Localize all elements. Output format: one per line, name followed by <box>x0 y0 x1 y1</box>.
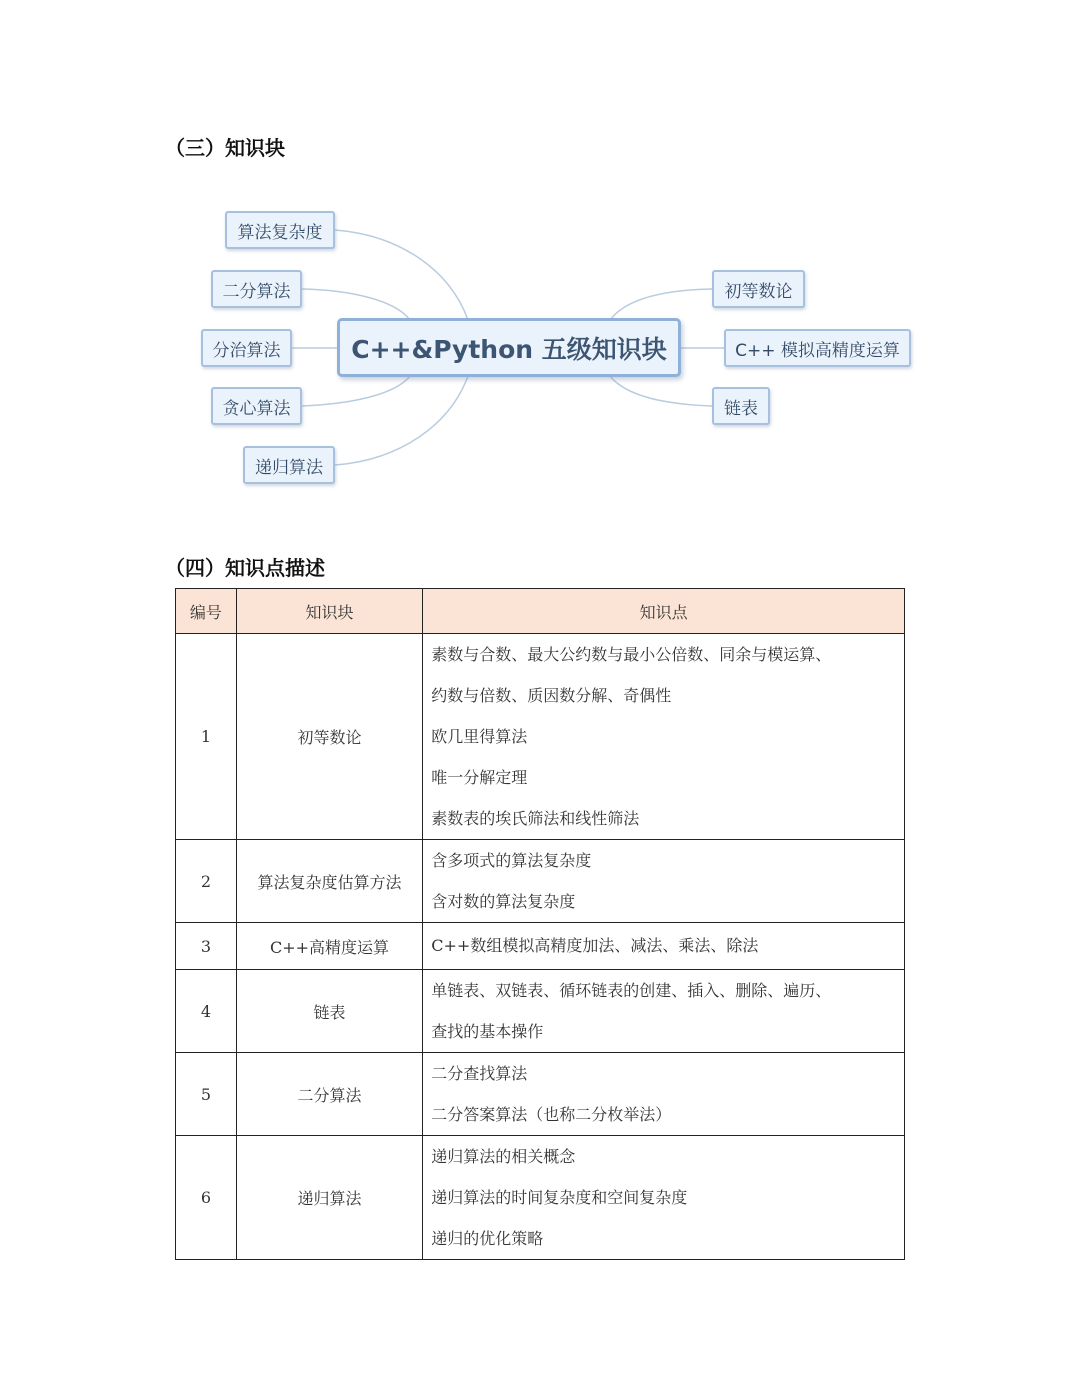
row-block: C++高精度运算 <box>236 923 422 970</box>
mindmap-node-linked-list: 链表 <box>712 387 770 425</box>
mindmap-node-high-precision: C++ 模拟高精度运算 <box>724 329 911 367</box>
row-number: 2 <box>176 840 237 923</box>
row-number: 5 <box>176 1053 237 1136</box>
knowledge-point: 含对数的算法复杂度 <box>431 892 576 911</box>
section-3-title: （三）知识块 <box>165 136 285 160</box>
mindmap-node-greedy: 贪心算法 <box>211 387 302 425</box>
knowledge-point: 单链表、双链表、循环链表的创建、插入、删除、遍历、 <box>431 981 832 1000</box>
row-points <box>423 1136 905 1260</box>
row-points <box>423 840 905 923</box>
mind-map <box>0 0 1080 520</box>
row-number: 6 <box>176 1136 237 1260</box>
connector-left-3 <box>302 376 410 406</box>
row-block: 递归算法 <box>236 1136 422 1260</box>
knowledge-point: 素数表的埃氏筛法和线性筛法 <box>431 809 640 828</box>
knowledge-table <box>175 588 905 1260</box>
row-block: 链表 <box>236 970 422 1053</box>
row-points <box>423 634 905 840</box>
mind-map-connectors <box>0 0 1080 520</box>
connector-left-0 <box>335 230 468 320</box>
row-block: 算法复杂度估算方法 <box>236 840 422 923</box>
knowledge-point: 二分答案算法（也称二分枚举法） <box>431 1105 672 1124</box>
knowledge-point: 查找的基本操作 <box>431 1022 544 1041</box>
mindmap-node-divide-conquer: 分治算法 <box>201 329 292 367</box>
table-header-row <box>176 589 905 634</box>
header-block: 知识块 <box>236 589 422 634</box>
row-block: 二分算法 <box>236 1053 422 1136</box>
knowledge-point: 递归算法的相关概念 <box>431 1147 576 1166</box>
connector-right-2 <box>610 376 712 406</box>
row-number: 4 <box>176 970 237 1053</box>
table-row <box>176 634 905 840</box>
section-4-title: （四）知识点描述 <box>165 556 325 580</box>
mindmap-node-recursion: 递归算法 <box>243 446 335 484</box>
table-row <box>176 1136 905 1260</box>
mindmap-node-algorithm-complexity: 算法复杂度 <box>225 211 335 249</box>
connector-left-1 <box>302 289 410 320</box>
table-row <box>176 840 905 923</box>
connector-right-0 <box>610 289 712 320</box>
knowledge-point: 约数与倍数、质因数分解、奇偶性 <box>431 686 672 705</box>
knowledge-point: 唯一分解定理 <box>431 768 528 787</box>
mindmap-central-node: C++&Python 五级知识块 <box>337 318 681 377</box>
row-block: 初等数论 <box>236 634 422 840</box>
table-row <box>176 923 905 970</box>
connector-left-4 <box>335 376 468 465</box>
row-number: 3 <box>176 923 237 970</box>
mindmap-node-binary-algorithm: 二分算法 <box>211 270 302 308</box>
knowledge-point: 欧几里得算法 <box>431 727 528 746</box>
knowledge-point: 递归的优化策略 <box>431 1229 544 1248</box>
header-number: 编号 <box>176 589 237 634</box>
mindmap-node-number-theory: 初等数论 <box>712 270 805 308</box>
row-points <box>423 970 905 1053</box>
table-row <box>176 970 905 1053</box>
knowledge-point: 二分查找算法 <box>431 1064 528 1083</box>
row-number: 1 <box>176 634 237 840</box>
row-points <box>423 1053 905 1136</box>
knowledge-point: 素数与合数、最大公约数与最小公倍数、同余与模运算、 <box>431 645 832 664</box>
knowledge-point: 递归算法的时间复杂度和空间复杂度 <box>431 1188 688 1207</box>
knowledge-point: 含多项式的算法复杂度 <box>431 851 592 870</box>
row-points <box>423 923 905 970</box>
knowledge-point: C++数组模拟高精度加法、减法、乘法、除法 <box>431 936 759 955</box>
header-points: 知识点 <box>423 589 905 634</box>
table-row <box>176 1053 905 1136</box>
